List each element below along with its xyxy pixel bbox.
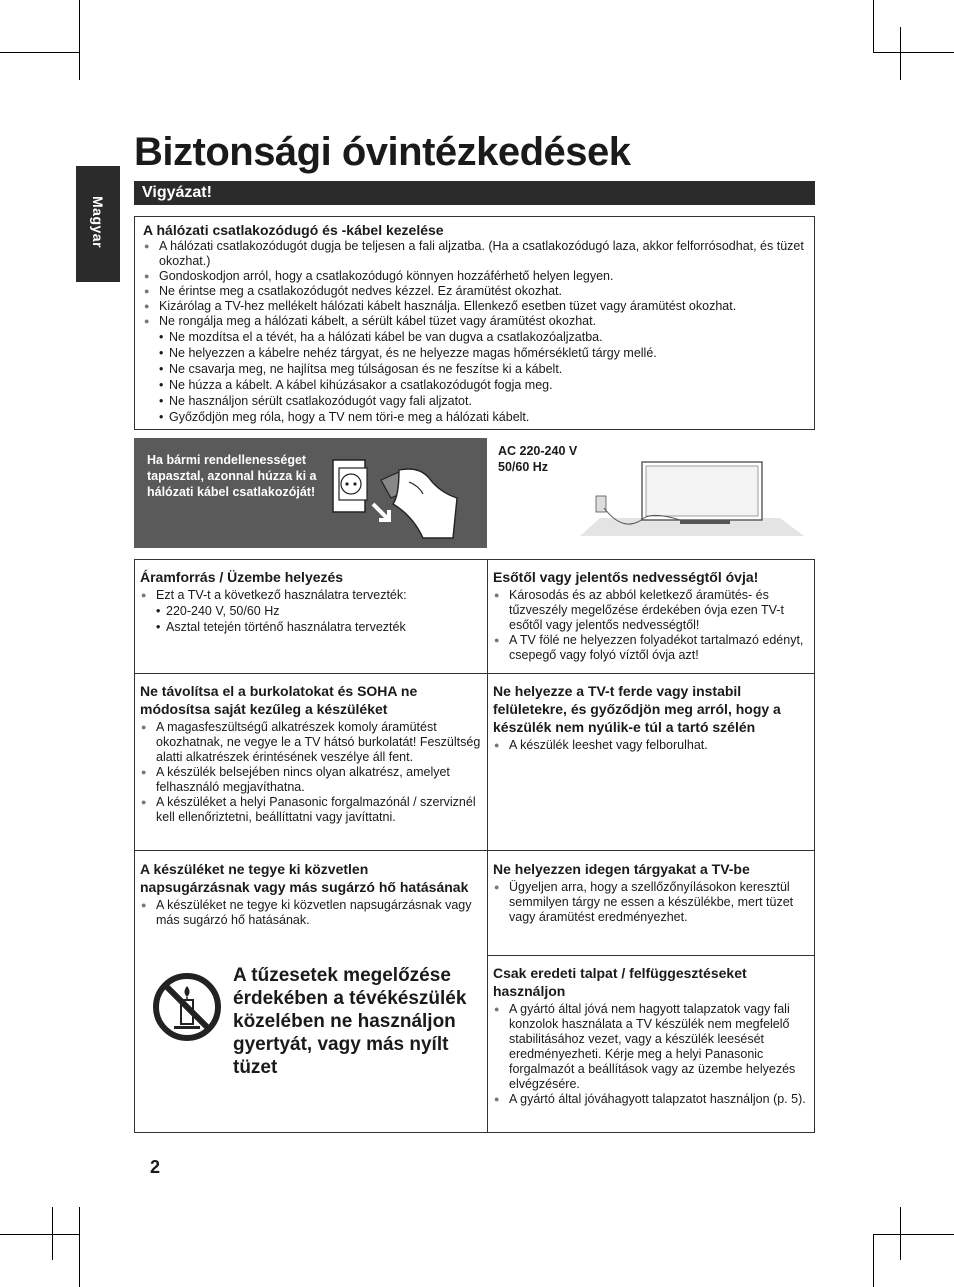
bullet-list bbox=[140, 588, 481, 603]
list-item: ● A gyártó által jóváhagyott talapzatot használjon (p. 5). bbox=[493, 1092, 809, 1107]
bullet-list bbox=[143, 239, 806, 329]
bullet-list bbox=[140, 720, 481, 825]
list-item: • Ne használjon sérült csatlakozódugót vagy fali aljzatot. bbox=[159, 393, 806, 409]
page-title: Biztonsági óvintézkedések bbox=[134, 130, 631, 174]
language-tab bbox=[76, 166, 120, 282]
list-item: • Asztal tetején történő használatra tervezték bbox=[156, 619, 481, 635]
covers-section bbox=[134, 682, 487, 825]
ac-voltage: AC 220-240 V bbox=[498, 444, 578, 458]
foreign-objects-section bbox=[487, 860, 815, 925]
list-item: ● A hálózati csatlakozódugót dugja be teljesen a fali aljzatba. (Ha a csatlakozódugó laza, akkor felforrósodhat, és tüzet okozhat.) bbox=[143, 239, 806, 269]
sunlight-section bbox=[134, 860, 487, 928]
unplug-warning-panel bbox=[134, 438, 487, 548]
list-item: ● A készülék belsejében nincs olyan alkatrész, amelyet felhasználó megjavíthatna. bbox=[140, 765, 481, 795]
unplug-hand-illustration bbox=[329, 452, 479, 544]
list-item: • Ne csavarja meg, ne hajlítsa meg túlságosan és ne feszítse ki a kábelt. bbox=[159, 361, 806, 377]
grid-divider bbox=[134, 850, 815, 851]
sub-bullet-list bbox=[140, 603, 481, 635]
tv-illustration bbox=[580, 456, 804, 538]
section-heading: Csak eredeti talpat / felfüggesztéseket használjon bbox=[493, 965, 747, 999]
power-plug-section bbox=[134, 216, 815, 430]
ac-frequency: 50/60 Hz bbox=[498, 460, 549, 474]
unstable-section bbox=[487, 682, 815, 753]
list-item: ● Kizárólag a TV-hez mellékelt hálózati kábelt használja. Ellenkező esetben tüzet vagy áramütést okozhat. bbox=[143, 299, 806, 314]
list-item: ● Ügyeljen arra, hogy a szellőzőnyílásokon keresztül semmilyen tárgy ne essen a készülékbe, mert tüzet vagy áramütést eredményezhet. bbox=[493, 880, 809, 925]
list-item: ● A készüléket ne tegye ki közvetlen napsugárzásnak vagy más sugárzó hő hatásának. bbox=[140, 898, 481, 928]
page-number: 2 bbox=[150, 1157, 161, 1177]
list-item: • 220-240 V, 50/60 Hz bbox=[156, 603, 481, 619]
list-item: ● A gyártó által jóvá nem hagyott talapzatok vagy fali konzolok használata a TV készülék nem megfelelő stabilitásához vezet, vagy a készülék leesését eredményezheti. Kérje meg a helyi Panasonic forgalmazót a beállítások vagy az üzembe helyezés elvégzésére. bbox=[493, 1002, 809, 1092]
list-item: ● Gondoskodjon arról, hogy a csatlakozódugó könnyen hozzáférhető helyen legyen. bbox=[143, 269, 806, 284]
section-heading: Esőtől vagy jelentős nedvességtől óvja! bbox=[493, 569, 759, 585]
list-item: ● A magasfeszültségű alkatrészek komoly áramütést okozhatnak, ne vegye le a TV hátsó burkolatát! Feszültség alatti alkatrészek érintésének veszélye áll fent. bbox=[140, 720, 481, 765]
list-item: • Ne helyezzen a kábelre nehéz tárgyat, és ne helyezze magas hőmérsékletű tárgy mellé. bbox=[159, 345, 806, 361]
grid-divider bbox=[487, 955, 815, 956]
list-item: ● A készüléket a helyi Panasonic forgalmazónál / szerviznél kell ellenőriztetni, beállíttatni vagy javíttatni. bbox=[140, 795, 481, 825]
list-item: ● A készülék leeshet vagy felborulhat. bbox=[493, 738, 809, 753]
list-item: ● Ezt a TV-t a következő használatra tervezték: bbox=[140, 588, 481, 603]
list-item: ● Ne rongálja meg a hálózati kábelt, a sérült kábel tüzet vagy áramütést okozhat. bbox=[143, 314, 806, 329]
bullet-list bbox=[493, 880, 809, 925]
grid-divider bbox=[134, 673, 815, 674]
bullet-list bbox=[140, 898, 481, 928]
list-item: ● Károsodás és az abból keletkező áramütés- és tűzveszély megelőzése érdekében óvja ezen TV-t esőtől vagy jelentős nedvességtől! bbox=[493, 588, 809, 633]
sub-bullet-list bbox=[143, 329, 806, 425]
section-heading: Ne távolítsa el a burkolatokat és SOHA ne módosítsa saját kezűleg a készüléket bbox=[140, 683, 418, 717]
bullet-list bbox=[493, 588, 809, 663]
section-heading: Ne helyezze a TV-t ferde vagy instabil felületekre, és győződjön meg arról, hogy a készülék nem nyúlik-e túl a tartó szélén bbox=[493, 683, 781, 735]
section-heading: A készüléket ne tegye ki közvetlen napsugárzásnak vagy más sugárzó hő hatásának bbox=[140, 861, 469, 895]
bullet-list bbox=[493, 1002, 809, 1107]
list-item: ● Ne érintse meg a csatlakozódugót nedves kézzel. Ez áramütést okozhat. bbox=[143, 284, 806, 299]
fire-warning: A tűzesetek megelőzése érdekében a tévékészülék közelében ne használjon gyertyát, vagy más nyílt tüzet bbox=[233, 965, 467, 1078]
unplug-warning-text: Ha bármi rendellenességet tapasztal, azonnal húzza ki a hálózati kábel csatlakozóját! bbox=[147, 453, 317, 499]
section-heading: Áramforrás / Üzembe helyezés bbox=[140, 569, 344, 585]
list-item: • Győződjön meg róla, hogy a TV nem töri-e meg a hálózati kábelt. bbox=[159, 409, 806, 425]
power-source-section bbox=[134, 568, 487, 635]
no-candle-icon bbox=[152, 972, 222, 1042]
list-item: • Ne mozdítsa el a tévét, ha a hálózati kábel be van dugva a csatlakozóaljzatba. bbox=[159, 329, 806, 345]
bullet-list bbox=[493, 738, 809, 753]
language-tab-label: Magyar bbox=[90, 196, 106, 249]
list-item: • Ne húzza a kábelt. A kábel kihúzásakor a csatlakozódugót fogja meg. bbox=[159, 377, 806, 393]
caution-header: Vigyázat! bbox=[134, 181, 815, 205]
section-heading: A hálózati csatlakozódugó és -kábel kezelése bbox=[143, 222, 444, 238]
section-heading: Ne helyezzen idegen tárgyakat a TV-be bbox=[493, 861, 750, 877]
ac-label bbox=[498, 443, 577, 475]
moisture-section bbox=[487, 568, 815, 663]
list-item: ● A TV fölé ne helyezzen folyadékot tartalmazó edényt, csepegő vagy folyó víztől óvja azt! bbox=[493, 633, 809, 663]
stand-section bbox=[487, 964, 815, 1107]
